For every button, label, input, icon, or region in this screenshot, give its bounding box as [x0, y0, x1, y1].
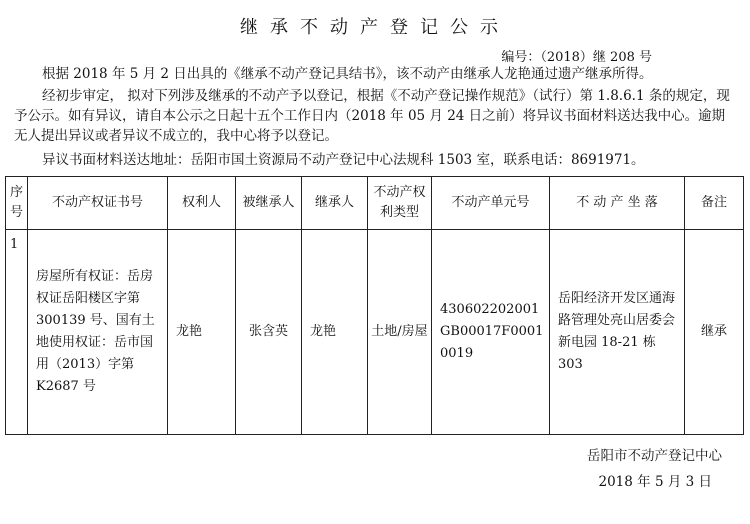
header-remark: 备注 [685, 177, 744, 230]
header-right-type: 不动产权利类型 [368, 177, 432, 230]
header-deceased: 被继承人 [236, 177, 302, 230]
cell-seq: 1 [6, 230, 28, 435]
cell-holder: 龙艳 [168, 230, 236, 435]
header-cert: 不动产权证书号 [28, 177, 168, 230]
cell-right-type: 土地/房屋 [368, 230, 432, 435]
header-seq: 序号 [6, 177, 28, 230]
cell-deceased: 张含英 [236, 230, 302, 435]
cell-cert: 房屋所有权证：岳房权证岳阳楼区字第 300139 号、国有土地使用权证：岳市国用（2013）字第 K2687 号 [28, 230, 168, 435]
paragraph-basis: 根据 2018 年 5 月 2 日出具的《继承不动产登记具结书》，该不动产由继承人龙艳通过遗产继承所得。 [42, 66, 653, 82]
cell-heir: 龙艳 [302, 230, 368, 435]
header-holder: 权利人 [168, 177, 236, 230]
document-number: 编号：（2018）继 208 号 [501, 50, 652, 65]
cell-unit-no: 430602202001GB00017F00010019 [432, 230, 550, 435]
header-location: 不 动 产 坐 落 [550, 177, 685, 230]
paragraph-review: 经初步审定， 拟对下列涉及继承的不动产予以登记，根据《不动产登记操作规范》（试行）第 1.8.6.1 条的规定，现予公示。如有异议，请自本公示之日起十五个工作日内（2018 年 05 月 24 日之前）将异议书面材料送达我中心。逾期无人提出异议或者异议不成立的，我中心将予以登记。 [14, 88, 730, 144]
paragraph-address: 异议书面材料送达地址：岳阳市国土资源局不动产登记中心法规科 1503 室，联系电话：8691971。 [42, 152, 645, 168]
registration-table [5, 176, 744, 435]
cell-location: 岳阳经济开发区通海路管理处亮山居委会新电园 18-21 栋 303 [550, 230, 685, 435]
table-header-row [6, 177, 744, 230]
issue-date: 2018 年 5 月 3 日 [598, 474, 712, 490]
cell-remark: 继承 [685, 230, 744, 435]
page-title: 继承不动产登记公示 [240, 17, 510, 38]
header-heir: 继承人 [302, 177, 368, 230]
header-unit-no: 不动产单元号 [432, 177, 550, 230]
issuing-organization: 岳阳市不动产登记中心 [587, 448, 722, 464]
table-row [6, 230, 744, 435]
